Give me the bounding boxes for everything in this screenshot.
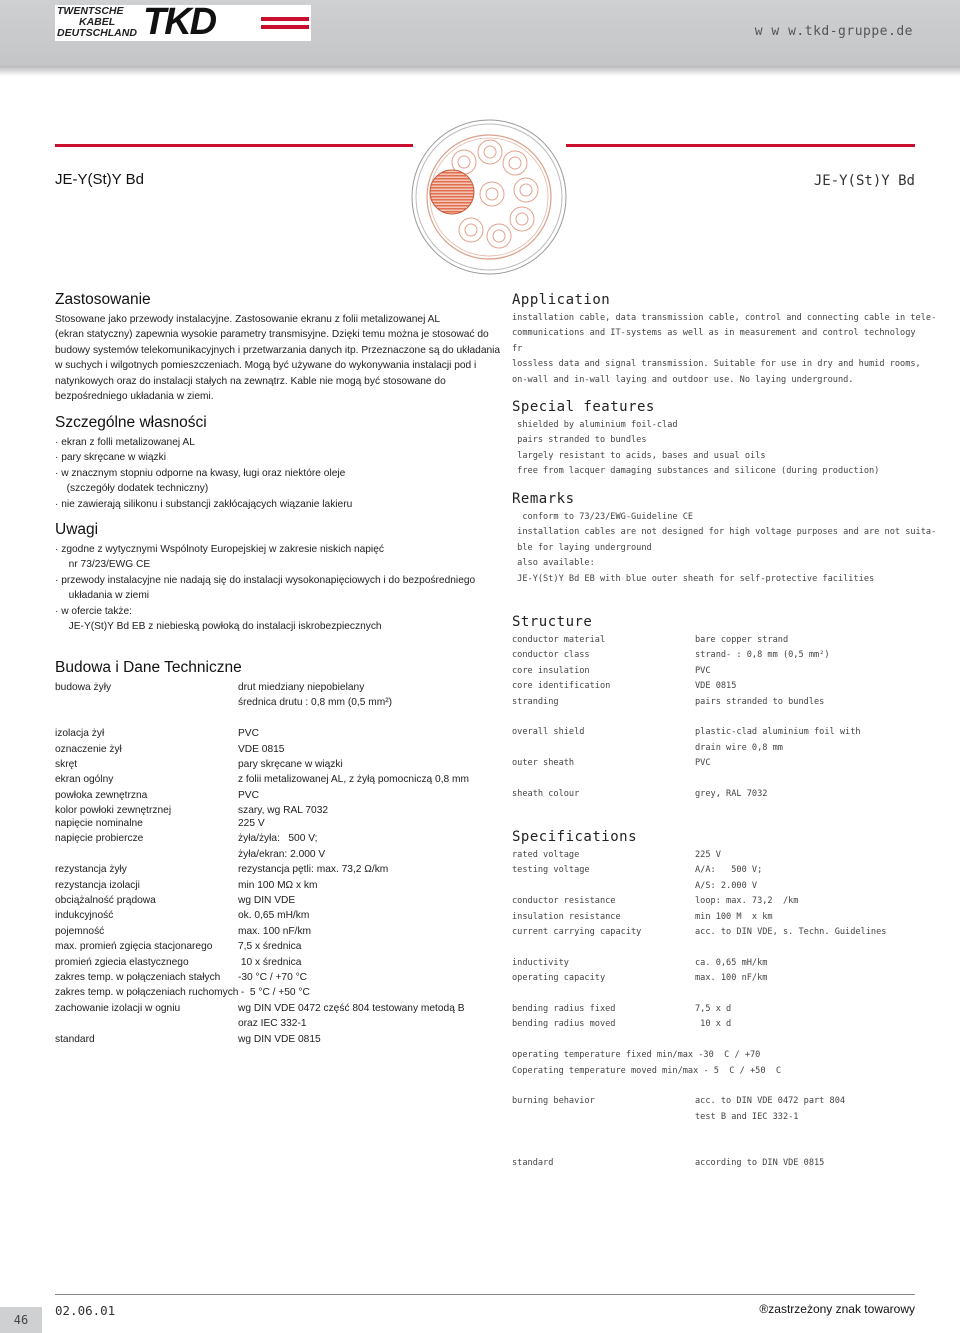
row-label	[512, 1141, 695, 1156]
table-row	[55, 970, 475, 985]
list-item: largely resistant to acids, bases and usual oils	[512, 450, 766, 461]
heading-uwagi: Uwagi	[55, 521, 99, 538]
list-item: · nie zawierają silikonu i substancji zakłócających wiązanie lakieru	[55, 498, 353, 510]
row-value: PVC	[695, 758, 711, 769]
row-label: obciążalność prądowa	[55, 895, 156, 907]
budowa-table	[55, 680, 475, 819]
row-value: 225 V	[695, 850, 721, 860]
paragraph-line: budowy systemów telekomunikacyjnych i przetwarzania danych itp. Przeznaczone są do układania	[55, 344, 501, 356]
row-label	[512, 710, 695, 725]
row-value: A/S: 2.000 V	[695, 880, 758, 891]
logo-stripe	[261, 25, 309, 29]
row-label: core identification	[512, 681, 611, 692]
row-value: oraz IEC 332-1	[238, 1018, 307, 1030]
table-row	[512, 648, 922, 663]
title-rule-right	[566, 144, 915, 147]
row-label: rezystancja izolacji	[55, 879, 140, 891]
row-label	[55, 1016, 238, 1031]
heading-wlasnosci: Szczególne własności	[55, 414, 207, 431]
row-label: bending radius moved	[512, 1019, 616, 1030]
row-value	[238, 711, 475, 726]
title-rule-left	[55, 144, 413, 147]
row-label: oznaczenie żył	[55, 743, 122, 755]
table-row	[55, 695, 475, 710]
row-value: drut miedziany niepobielany	[238, 682, 365, 693]
temperature-line: Coperating temperature moved min/max - 5 C / +50 C	[512, 1065, 782, 1076]
heading-specifications: Specifications	[512, 829, 638, 845]
table-row	[512, 679, 922, 694]
row-value: A/A: 500 V;	[695, 865, 763, 876]
row-value: -30 °C / +70 °C	[238, 972, 308, 984]
row-value: according to DIN VDE 0815	[695, 1158, 825, 1169]
list-item: · ekran z folli metalizowanej AL	[55, 437, 195, 448]
section-budowa	[55, 659, 475, 819]
table-row	[512, 848, 922, 863]
row-value: bare copper strand	[695, 635, 789, 645]
row-value: min 100 MΩ x km	[238, 879, 318, 891]
row-value: pairs stranded to bundles	[695, 696, 825, 707]
header-shadow	[0, 66, 960, 76]
table-row	[512, 1110, 922, 1125]
row-value: PVC	[238, 728, 259, 740]
table-row	[512, 894, 922, 909]
row-value: drain wire 0,8 mm	[695, 742, 783, 753]
section-uwagi	[55, 521, 475, 634]
row-value: szary, wg RAL 7032	[238, 805, 329, 817]
row-value: rezystancja pętli: max. 73,2 Ω/km	[238, 864, 389, 876]
table-row	[55, 742, 475, 757]
row-label: pojemność	[55, 925, 105, 937]
row-label	[512, 741, 695, 756]
logo-text	[57, 6, 147, 39]
row-label: standard	[512, 1158, 554, 1169]
row-label: current carrying capacity	[512, 927, 642, 938]
section-structure	[512, 614, 922, 802]
row-label: powłoka zewnętrzna	[55, 789, 148, 801]
heading-remarks: Remarks	[512, 491, 575, 507]
row-value	[695, 940, 922, 955]
row-label: izolacja żył	[55, 728, 105, 740]
row-label: bending radius fixed	[512, 1004, 616, 1015]
list-item: installation cables are not designed for high voltage purposes and are not suita-	[512, 527, 937, 538]
specifications-table-2	[512, 1094, 922, 1171]
list-item: · przewody instalacyjne nie nadają się do instalacji wysokonapięciowych i do bezpośredniego	[55, 574, 476, 586]
table-row	[55, 878, 475, 893]
table-row	[512, 664, 922, 679]
row-label: napięcie probiercze	[55, 833, 144, 845]
logo-mark: TKD	[143, 5, 216, 41]
row-value: plastic-clad aluminium foil with	[695, 727, 861, 738]
table-row	[55, 711, 475, 726]
list-item: ble for laying underground	[512, 542, 652, 553]
table-row	[55, 924, 475, 939]
paragraph-line: Stosowane jako przewody instalacyjne. Zastosowanie ekranu z folii metalizowanej AL	[55, 314, 441, 325]
table-row	[55, 816, 475, 831]
row-label: kolor powłoki zewnętrznej	[55, 805, 172, 817]
row-value: 10 x średnica	[238, 956, 302, 968]
row-label	[512, 772, 695, 787]
table-row	[55, 955, 475, 970]
row-value: 7,5 x średnica	[238, 941, 302, 953]
footer-date: 02.06.01	[55, 1303, 116, 1318]
list-item: nr 73/23/EWG CE	[63, 559, 151, 571]
row-label: rated voltage	[512, 850, 580, 860]
paragraph-line: installation cable, data transmission cable, control and connecting cable in tele-	[512, 313, 937, 323]
row-label	[512, 940, 695, 955]
row-label: standard	[55, 1033, 95, 1045]
list-item: · w ofercie także:	[55, 605, 132, 617]
table-row	[512, 910, 922, 925]
product-title-pl: JE-Y(St)Y Bd	[55, 171, 144, 188]
table-row	[512, 925, 922, 940]
row-label: skręt	[55, 759, 78, 771]
row-label: indukcyjność	[55, 910, 114, 922]
table-row	[512, 1002, 922, 1017]
heading-zastosowanie: Zastosowanie	[55, 291, 151, 308]
tkd-logo	[55, 5, 311, 41]
logo-line-3: DEUTSCHLAND	[57, 27, 137, 39]
row-label: testing voltage	[512, 865, 590, 876]
table-row	[512, 741, 922, 756]
row-value: ca. 0,65 mH/km	[695, 957, 768, 968]
table-row	[512, 1125, 922, 1140]
row-label: sheath colour	[512, 789, 580, 800]
row-value: acc. to DIN VDE 0472 part 804	[695, 1096, 846, 1107]
table-row	[512, 879, 922, 894]
row-label: burning behavior	[512, 1096, 595, 1107]
row-label: conductor material	[512, 635, 606, 645]
trademark-note: ®zastrzeżony znak towarowy	[759, 1302, 915, 1316]
list-item: · zgodne z wytycznymi Wspólnoty Europejskiej w zakresie niskich napięć	[55, 544, 384, 555]
list-item: shielded by aluminium foil-clad	[512, 420, 678, 430]
row-value: pary skręcane w wiązki	[238, 759, 343, 771]
table-row	[55, 772, 475, 787]
row-value: żyła/żyła: 500 V;	[238, 833, 318, 845]
row-value: ok. 0,65 mH/km	[238, 910, 310, 922]
row-label: napięcie nominalne	[55, 818, 143, 829]
table-row	[512, 772, 922, 787]
logo-line-2: KABEL	[79, 16, 116, 28]
structure-table	[512, 633, 922, 802]
row-label	[55, 711, 238, 726]
row-value: grey, RAL 7032	[695, 789, 768, 800]
table-row	[512, 956, 922, 971]
heading-application: Application	[512, 292, 611, 308]
row-value: 7,5 x d	[695, 1004, 732, 1015]
section-dane-techniczne	[55, 816, 475, 1047]
section-zastosowanie	[55, 291, 501, 404]
list-item: JE-Y(St)Y Bd EB z niebieską powłoką do instalacji iskrobezpiecznych	[63, 621, 382, 633]
heading-budowa: Budowa i Dane Techniczne	[55, 659, 242, 676]
paragraph-line: on-wall and in-wall laying and outdoor use. No laying underground.	[512, 374, 854, 385]
table-row	[55, 862, 475, 877]
row-label	[55, 847, 238, 862]
section-application	[512, 292, 937, 388]
list-item: free from lacquer damaging substances and silicone (during production)	[512, 466, 880, 477]
list-item: · pary skręcane w wiązki	[55, 452, 166, 464]
row-value: żyła/ekran: 2.000 V	[238, 848, 326, 860]
list-item: also available:	[512, 558, 595, 569]
table-row	[512, 1094, 922, 1109]
row-value	[695, 1141, 922, 1156]
cable-cross-section-illustration	[410, 118, 568, 276]
row-value	[695, 987, 922, 1002]
table-row	[512, 863, 922, 878]
row-label	[512, 879, 695, 894]
table-row	[512, 633, 922, 648]
table-row	[512, 756, 922, 771]
footer-rule	[55, 1294, 915, 1295]
paragraph-line: w suchych i wilgotnych pomieszczeniach. Mogą być używane do wykonywania instalacji pod i	[55, 360, 477, 372]
row-value: 225 V	[238, 818, 265, 829]
row-value: test B and IEC 332-1	[695, 1111, 799, 1122]
row-value: VDE 0815	[238, 743, 285, 755]
list-item: pairs stranded to bundles	[512, 435, 647, 446]
row-value: wg DIN VDE 0472 część 804 testowany metodą B	[238, 1002, 465, 1014]
row-value: VDE 0815	[695, 681, 737, 692]
list-item: JE-Y(St)Y Bd EB with blue outer sheath for self-protective facilities	[512, 573, 875, 584]
list-item: · w znacznym stopniu odporne na kwasy, ługi oraz niektóre oleje	[55, 467, 346, 479]
heading-special-features: Special features	[512, 399, 655, 415]
page-number: 46	[13, 1313, 29, 1327]
table-row	[55, 1001, 475, 1016]
table-row	[55, 680, 475, 695]
table-row	[512, 1156, 922, 1171]
row-value: 10 x d	[695, 1019, 732, 1030]
table-row	[55, 726, 475, 741]
logo-stripe	[261, 17, 309, 21]
row-value: wg DIN VDE	[238, 895, 296, 907]
row-value: strand- : 0,8 mm (0,5 mm²)	[695, 650, 830, 661]
table-row	[512, 787, 922, 802]
section-special-features	[512, 399, 922, 480]
table-row	[512, 940, 922, 955]
row-value: max. 100 nF/km	[238, 925, 312, 937]
paragraph-line: fr	[512, 343, 523, 354]
table-row	[55, 893, 475, 908]
heading-structure: Structure	[512, 614, 593, 630]
row-label	[512, 1110, 695, 1125]
row-label: max. promień zgięcia stacjonarego	[55, 941, 213, 953]
table-row	[512, 710, 922, 725]
row-label: operating capacity	[512, 973, 606, 984]
table-row	[55, 831, 475, 846]
section-specifications	[512, 829, 922, 1171]
paragraph-line: communications and IT-systems as well as in measurement and control technology	[512, 328, 916, 339]
row-label	[512, 1125, 695, 1140]
row-label: budowa żyły	[55, 682, 112, 693]
row-label	[512, 987, 695, 1002]
row-value	[695, 772, 922, 787]
list-item: układania w ziemi	[63, 590, 150, 602]
paragraph-line: natynkowych oraz do instalacji stałych na zewnątrz. Kable nie mogą być stosowane do	[55, 375, 446, 387]
row-label: zachowanie izolacji w ogniu	[55, 1002, 181, 1014]
temperature-line: operating temperature fixed min/max -30 C / +70	[512, 1050, 761, 1061]
table-row	[55, 908, 475, 923]
row-value	[695, 1125, 922, 1140]
specifications-table	[512, 848, 922, 1033]
row-label	[55, 695, 238, 710]
table-row	[512, 987, 922, 1002]
product-title-en: JE-Y(St)Y Bd	[813, 173, 915, 189]
table-row	[512, 695, 922, 710]
dane-table	[55, 816, 475, 1047]
table-row	[512, 1141, 922, 1156]
table-row	[55, 939, 475, 954]
paragraph-line: bezpośredniego układania w ziemi.	[55, 391, 214, 403]
table-row	[512, 725, 922, 740]
table-row	[512, 1017, 922, 1032]
table-row	[55, 788, 475, 803]
table-row	[55, 1016, 475, 1031]
paragraph-line: (ekran statyczny) zapewnia wysokie parametry transmisyjne. Dzięki temu można je stosować do	[55, 329, 489, 341]
row-label: outer sheath	[512, 758, 575, 769]
row-label: core insulation	[512, 665, 590, 676]
table-row	[512, 971, 922, 986]
row-value: loop: max. 73,2 /km	[695, 896, 799, 907]
section-remarks	[512, 491, 937, 587]
row-value: - 5 °C / +50 °C	[238, 987, 310, 999]
row-value: średnica drutu : 0,8 mm (0,5 mm²)	[238, 697, 392, 709]
row-label: stranding	[512, 696, 559, 707]
row-value: acc. to DIN VDE, s. Techn. Guidelines	[695, 927, 887, 938]
row-value: wg DIN VDE 0815	[238, 1033, 321, 1045]
row-value	[695, 710, 922, 725]
row-label: inductivity	[512, 957, 569, 968]
row-label: insulation resistance	[512, 911, 621, 922]
row-label: conductor class	[512, 650, 590, 661]
row-label: conductor resistance	[512, 896, 616, 907]
website-url[interactable]: w w w.tkd-gruppe.de	[754, 24, 913, 39]
list-item: conform to 73/23/EWG-Guideline CE	[512, 512, 694, 522]
row-label: ekran ogólny	[55, 774, 114, 786]
paragraph-line: lossless data and signal transmission. Suitable for use in dry and humid rooms,	[512, 359, 921, 370]
table-row	[55, 1032, 475, 1047]
row-label: zakres temp. w połączeniach stałych	[55, 972, 221, 984]
logo-line-1: TWENTSCHE	[57, 5, 124, 17]
list-item: (szczegóły dodatek techniczny)	[61, 483, 209, 495]
row-value: max. 100 nF/km	[695, 973, 768, 984]
row-value: z folii metalizowanej AL, z żyłą pomocniczą 0,8 mm	[238, 774, 470, 786]
table-row	[55, 847, 475, 862]
row-label: overall shield	[512, 727, 585, 738]
row-value: PVC	[238, 789, 259, 801]
table-row	[55, 985, 475, 1000]
row-value: PVC	[695, 665, 711, 676]
row-value: min 100 M x km	[695, 911, 773, 922]
row-label: zakres temp. w połączeniach ruchomych	[55, 987, 239, 999]
row-label: promień zgiecia elastycznego	[55, 956, 189, 968]
table-row	[55, 757, 475, 772]
section-szczegolne-wlasnosci	[55, 414, 475, 512]
row-label: rezystancja żyły	[55, 864, 127, 876]
